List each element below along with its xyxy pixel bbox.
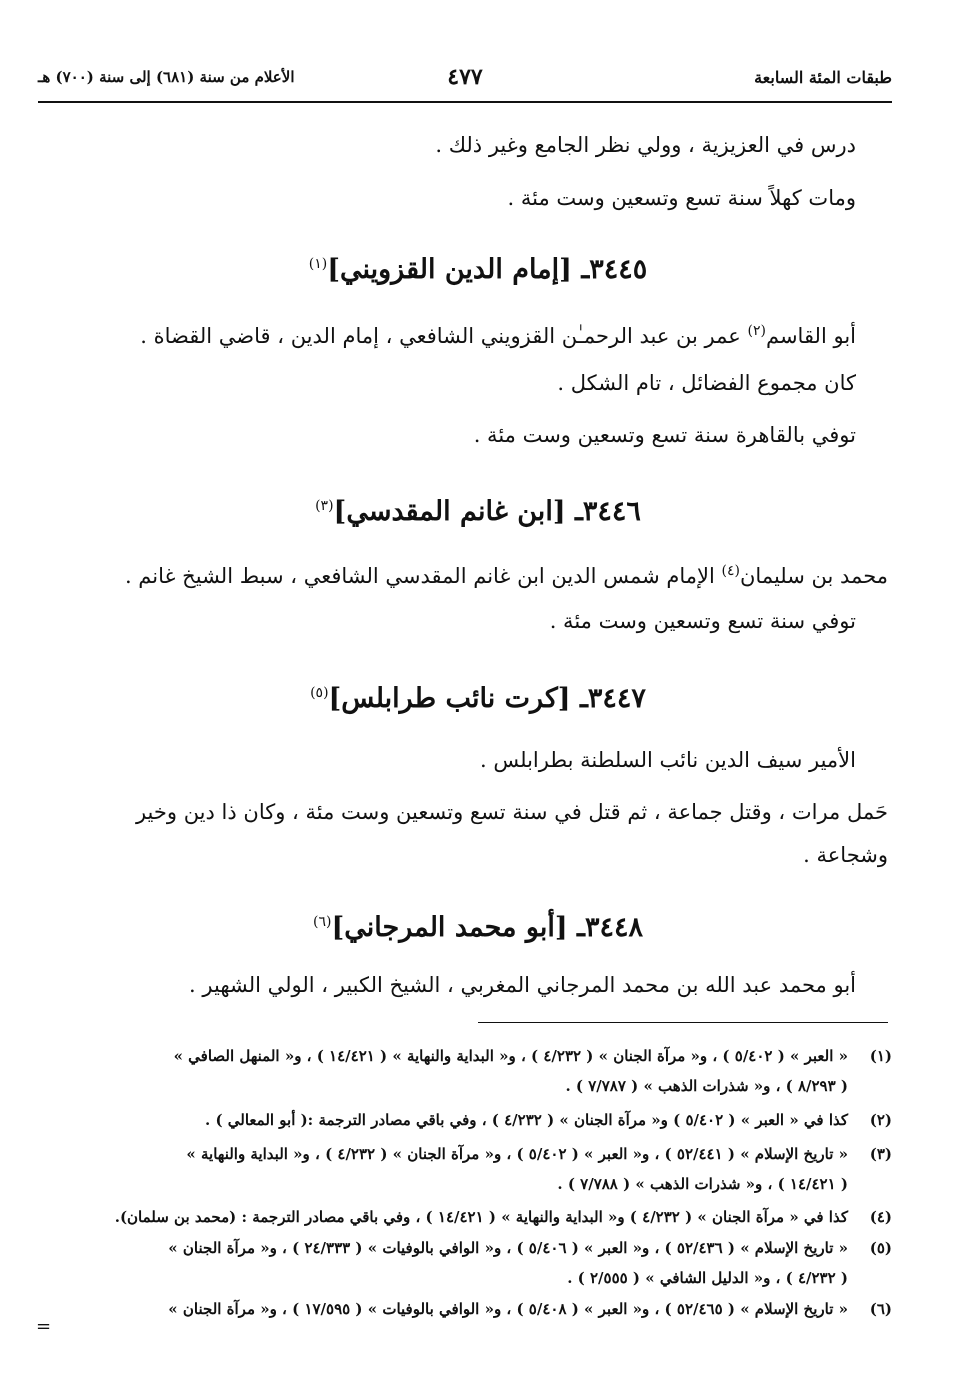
continuation-mark: = [36, 1316, 52, 1337]
footnote-text: « العبر » ( ٥/٤٠٢ ) ، و« مرآة الجنان » ( ٤/٢٣٢ ) ، و« البداية والنهاية » ( ١٤/٤٢١ ) ، و« المنهل الصافي » [173, 1047, 848, 1065]
footnote-text: كذا في « العبر » ( ٥/٤٠٢ ) و« مرآة الجنان » ( ٤/٢٣٢ ) ، وفي باقي مصادر الترجمة :( أبو المعالي ) . [205, 1111, 848, 1129]
footnote-text: « تاريخ الإسلام » ( ٥٢/٤٤١ ) ، و« العبر » ( ٥/٤٠٢ ) ، و« مرآة الجنان » ( ٤/٢٣٢ ) ، و« البداية والنهاية » [186, 1145, 848, 1163]
body-line: الأمير سيف الدين نائب السلطنة بطرابلس . [480, 748, 856, 772]
body-line: ومات كهلاً سنة تسع وتسعين وست مئة . [507, 186, 856, 210]
body-line: حَمل مرات ، وقتل جماعة ، ثم قتل في سنة تسع وتسعين وست مئة ، وكان ذا دين وخير [135, 800, 888, 824]
footnote-ref: (١) [308, 256, 328, 272]
body-line: محمد بن سليمان$^{(٤)}$ الإمام شمس الدين ابن غانم المقدسي الشافعي ، سبط الشيخ غانم . [124, 563, 888, 588]
footnote-number: (٦) [869, 1300, 892, 1318]
entry-heading: ٣٤٤٧ـ [كرت نائب طرابلس]$^{(٥)}$ [310, 683, 646, 714]
page-number: ٤٧٧ [447, 64, 483, 90]
footnote-number: (٤) [869, 1208, 892, 1226]
footnote-rule [478, 1022, 888, 1023]
footnote-text: كذا في « مرآة الجنان » ( ٤/٢٣٢ ) و« البداية والنهاية » ( ١٤/٤٢١ ) ، وفي باقي مصادر الترجمة : (محمد بن سلمان). [114, 1208, 848, 1226]
entry-heading: ٣٤٤٦ـ [ابن غانم المقدسي]$^{(٣)}$ [315, 496, 641, 527]
body-line: أبو القاسم$^{(٢)}$ عمر بن عبد الرحمـٰن القزويني الشافعي ، إمام الدين ، قاضي القضاة . [140, 323, 856, 348]
footnote-text: « تاريخ الإسلام » ( ٥٢/٤٦٥ ) ، و« العبر » ( ٥/٤٠٨ ) ، و« الوافي بالوفيات » ( ١٧/٥٩٥ ) ، و« مرآة الجنان » [168, 1300, 848, 1318]
footnote-text: « تاريخ الإسلام » ( ٥٢/٤٣٦ ) ، و« العبر » ( ٥/٤٠٦ ) ، و« الوافي بالوفيات » ( ٢٤/٣٣٣ ) ، و« مرآة الجنان » [168, 1239, 848, 1257]
running-head-range: الأعلام من سنة (٦٨١) إلى سنة (٧٠٠) هـ [38, 68, 295, 86]
running-head [38, 64, 892, 94]
footnote-ref: (٣) [315, 498, 334, 514]
footnote-ref: (٢) [747, 323, 766, 339]
header-rule [38, 101, 892, 103]
body-line: وشجاعة . [803, 843, 888, 867]
body-line: كان مجموع الفضائل ، تام الشكل . [557, 371, 856, 395]
footnote-text: ( ٤/٢٣٢ ) ، و« الدليل الشافي » ( ٢/٥٥٥ ) . [567, 1269, 848, 1287]
body-line: درس في العزيزية ، وولي نظر الجامع وغير ذلك . [435, 133, 856, 157]
footnote-number: (٥) [869, 1239, 892, 1257]
footnote-ref: (٤) [721, 563, 740, 579]
body-line: توفي سنة تسع وتسعين وست مئة . [549, 609, 856, 633]
footnote [58, 1044, 892, 1098]
body-line: أبو محمد عبد الله بن محمد المرجاني المغربي ، الشيخ الكبير ، الولي الشهير . [189, 973, 856, 997]
entry-heading: ٣٤٤٨ـ [أبو محمد المرجاني]$^{(٦)}$ [313, 912, 643, 943]
body-line: توفي بالقاهرة سنة تسع وتسعين وست مئة . [473, 423, 856, 447]
footnote-text: ( ١٤/٤٢١ ) ، و« شذرات الذهب » ( ٧/٧٨٨ ) . [557, 1175, 848, 1193]
footnote-number: (١) [869, 1047, 892, 1065]
footnote-number: (٣) [869, 1145, 892, 1163]
footnote-text: ( ٨/٢٩٣ ) ، و« شذرات الذهب » ( ٧/٧٨٧ ) . [565, 1077, 848, 1095]
footnote-ref: (٥) [310, 685, 329, 701]
footnote-ref: (٦) [313, 914, 332, 930]
running-head-title: طبقات المئة السابعة [754, 68, 892, 87]
entry-heading: ٣٤٤٥ـ [إمام الدين القزويني]$^{(١)}$ [308, 254, 648, 285]
footnote-number: (٢) [869, 1111, 892, 1129]
